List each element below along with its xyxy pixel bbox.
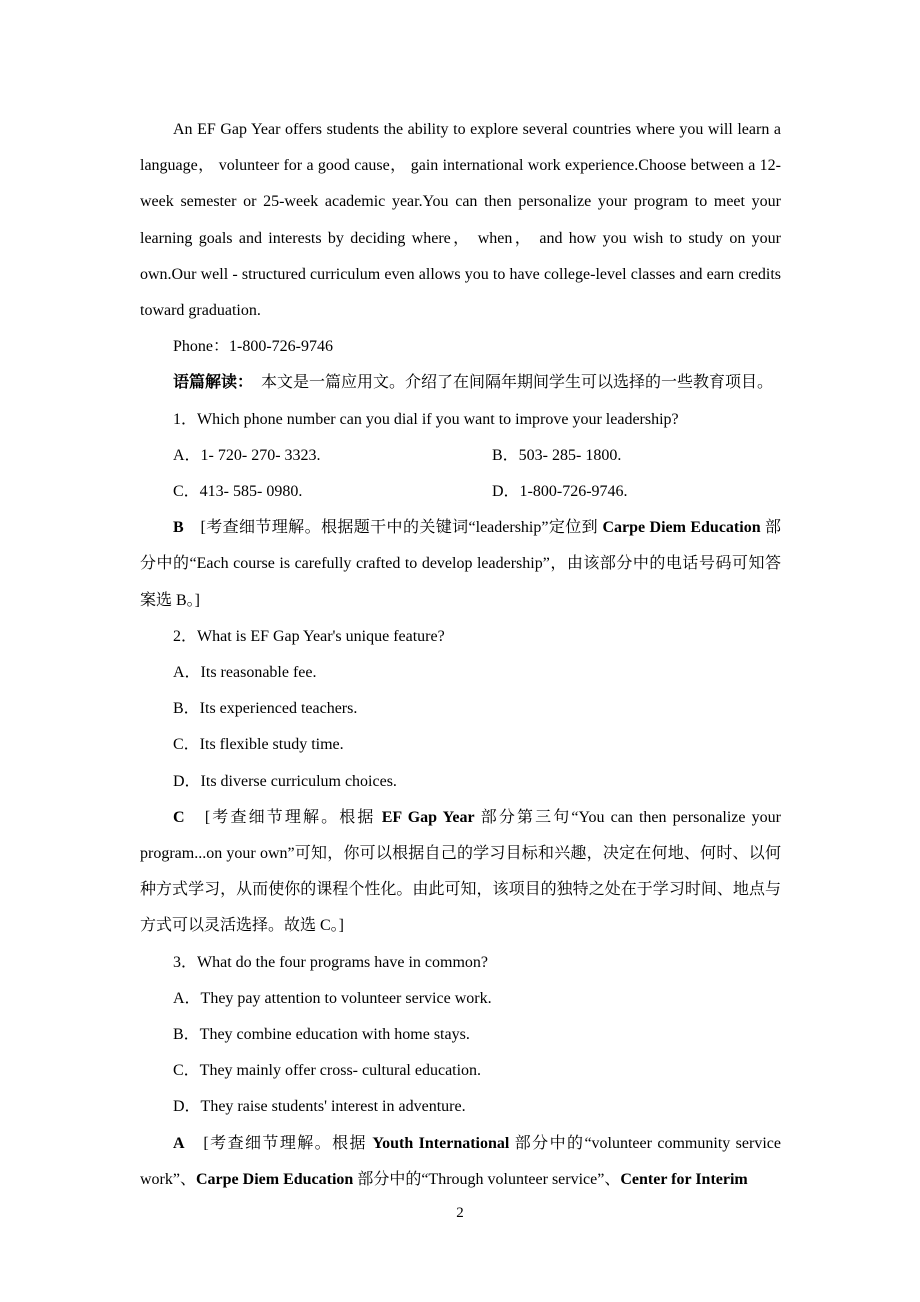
- question-option: [459, 474, 628, 510]
- text-segment: C．413- 585- 0980.: [173, 483, 303, 501]
- text-segment: 部分中的“Through volunteer service”、: [353, 1170, 621, 1188]
- paragraph: [140, 655, 781, 691]
- paragraph: [140, 764, 781, 800]
- options-row: [140, 474, 781, 510]
- bold-text-segment: Youth International: [372, 1134, 510, 1152]
- paragraph: [140, 727, 781, 763]
- bold-text-segment: A: [173, 1134, 185, 1152]
- bold-text-segment: Carpe Diem Education: [602, 519, 761, 537]
- text-segment: C．Its flexible study time.: [173, 736, 344, 754]
- bold-text-segment: 语篇解读：: [173, 374, 246, 392]
- text-segment: 3．What do the four programs have in common?: [173, 953, 489, 971]
- text-segment: Phone：1-800-726-9746: [173, 338, 333, 356]
- text-segment: C．They mainly offer cross- cultural education.: [173, 1062, 482, 1080]
- bold-text-segment: Center for Interim: [620, 1170, 748, 1188]
- text-segment: A．1- 720- 270- 3323.: [173, 446, 321, 464]
- text-segment: 部分中的“Each course is carefully crafted to develop leadership”，由该部分中的电话号码可知答案选 B。]: [140, 519, 781, 609]
- text-segment: A．Its reasonable fee.: [173, 664, 317, 682]
- paragraph: [140, 510, 781, 619]
- text-segment: [考查细节理解。根据: [184, 1134, 373, 1152]
- text-segment: 部分第三句“You can then personalize your program...on your own”可知，你可以根据自己的学习目标和兴趣，决定在何地、何时、以何种方式学习，从而使你的课程个性化。由此可知，该项目的独特之处在于学习时间、地点与方式可以灵活选择。故选 C。]: [140, 808, 781, 935]
- paragraph: [140, 800, 781, 945]
- paragraph: [140, 402, 781, 438]
- text-segment: D．1-800-726-9746.: [492, 483, 628, 501]
- text-segment: An EF Gap Year offers students the ability to explore several countries where you will learn a language， volunteer for a good cause， gain international work experience.Choose between a 12-week semester or 25-week academic year.You can then personalize your program to meet your learning goals and interests by deciding where， when， and how you wish to study on your own.Our well - structured curriculum even allows you to have college-level classes and earn credits toward graduation.: [140, 121, 781, 320]
- page-content: [140, 112, 781, 1198]
- options-row: [140, 438, 781, 474]
- paragraph: [140, 1053, 781, 1089]
- paragraph: [140, 619, 781, 655]
- page-number: 2: [456, 1205, 464, 1221]
- paragraph: [140, 691, 781, 727]
- text-segment: B．They combine education with home stays.: [173, 1026, 470, 1044]
- text-segment: [考查细节理解。根据题干中的关键词“leadership”定位到: [183, 519, 603, 537]
- paragraph: [140, 945, 781, 981]
- question-option: [173, 447, 321, 464]
- text-segment: D．They raise students' interest in adventure.: [173, 1098, 466, 1116]
- paragraph: [140, 112, 781, 329]
- paragraph: [140, 1017, 781, 1053]
- paragraph: [140, 365, 781, 401]
- text-segment: B．Its experienced teachers.: [173, 700, 358, 718]
- text-segment: 2．What is EF Gap Year's unique feature?: [173, 627, 445, 645]
- bold-text-segment: EF Gap Year: [381, 808, 475, 826]
- text-segment: B．503- 285- 1800.: [492, 446, 622, 464]
- paragraph: [140, 981, 781, 1017]
- question-option: [459, 438, 621, 474]
- bold-text-segment: Carpe Diem Education: [196, 1170, 354, 1188]
- paragraph: [140, 1089, 781, 1125]
- bold-text-segment: B: [173, 519, 184, 537]
- text-segment: D．Its diverse curriculum choices.: [173, 772, 397, 790]
- text-segment: 部分中的“volunteer community service work”、: [140, 1134, 781, 1188]
- text-segment: [考查细节理解。根据: [184, 808, 382, 826]
- text-segment: 1．Which phone number can you dial if you want to improve your leadership?: [173, 410, 679, 428]
- paragraph: [140, 1126, 781, 1198]
- paragraph: [140, 329, 781, 365]
- text-segment: A．They pay attention to volunteer service work.: [173, 989, 492, 1007]
- question-option: [173, 483, 302, 500]
- bold-text-segment: C: [173, 808, 185, 826]
- text-segment: 本文是一篇应用文。介绍了在间隔年期间学生可以选择的一些教育项目。: [245, 374, 774, 392]
